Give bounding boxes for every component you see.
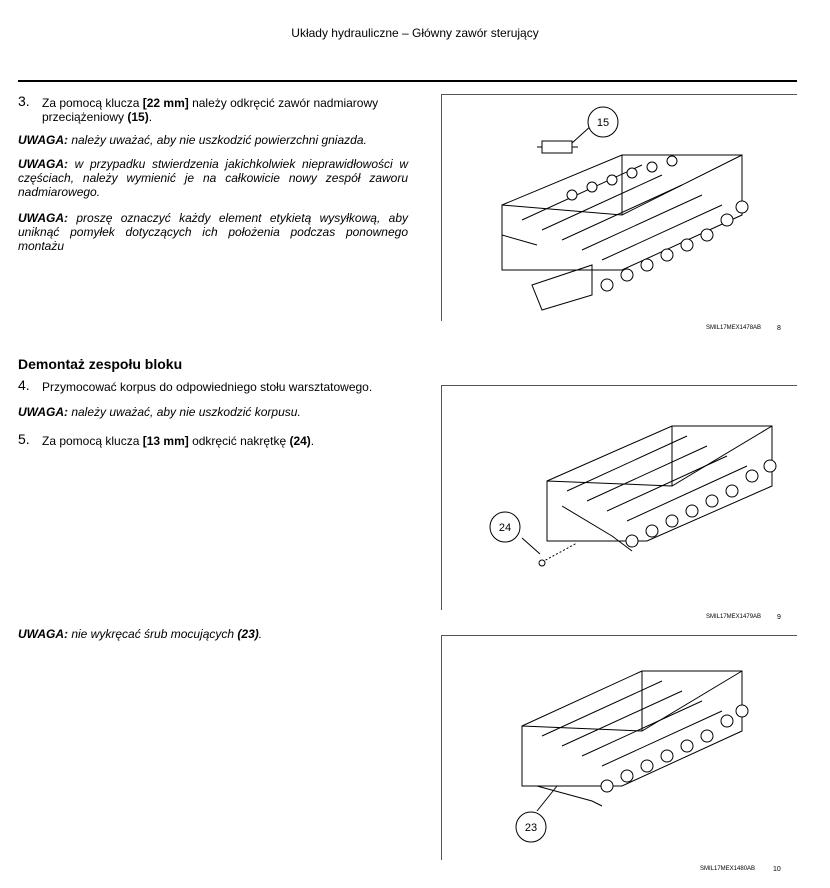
note: UWAGA: należy uważać, aby nie uszkodzić powierzchni gniazda. bbox=[18, 133, 367, 147]
figure-8 bbox=[441, 94, 797, 321]
note: UWAGA: należy uważać, aby nie uszkodzić korpusu. bbox=[18, 405, 301, 419]
figure-number: 9 bbox=[777, 614, 781, 621]
step-number: 3. bbox=[18, 93, 30, 109]
step-number: 4. bbox=[18, 377, 30, 393]
note: UWAGA: w przypadku stwierdzenia jakichkolwiek nieprawidłowości w częściach, należy wymienić je na całkowicie nowy zespół zaworu nadmiarowego. bbox=[18, 157, 408, 199]
step-number: 5. bbox=[18, 431, 30, 447]
step-text: Za pomocą klucza [22 mm] należy odkręcić zawór nadmiarowy przeciążeniowy (15). bbox=[42, 96, 379, 124]
callout-label: 24 bbox=[498, 522, 512, 534]
figure-code: SMIL17MEX1480AB bbox=[700, 866, 756, 872]
step-text: Za pomocą klucza [13 mm] odkręcić nakrętkę (24). bbox=[42, 434, 315, 448]
page-header: Układy hydrauliczne – Główny zawór sterujący bbox=[291, 26, 539, 40]
valve-illustration bbox=[442, 386, 797, 610]
valve-illustration bbox=[442, 95, 797, 321]
step-5 bbox=[18, 431, 418, 448]
callout-label: 15 bbox=[596, 117, 610, 129]
figure-number: 8 bbox=[777, 325, 781, 332]
figure-code: SMIL17MEX1478AB bbox=[706, 325, 762, 331]
figure-9 bbox=[441, 385, 797, 610]
note: UWAGA: nie wykręcać śrub mocujących (23). bbox=[18, 627, 263, 641]
figure-10 bbox=[441, 635, 797, 860]
figure-code: SMIL17MEX1479AB bbox=[706, 614, 762, 620]
step-4 bbox=[18, 377, 418, 394]
note: UWAGA: proszę oznaczyć każdy element etykietą wysyłkową, aby uniknąć pomyłek dotyczących ich położenia podczas ponownego montażu bbox=[18, 211, 408, 253]
step-text: Przymocować korpus do odpowiedniego stołu warsztatowego. bbox=[42, 380, 373, 394]
section-title: Demontaż zespołu bloku bbox=[18, 356, 183, 372]
header-rule bbox=[18, 80, 797, 82]
valve-illustration bbox=[442, 636, 797, 860]
callout-label: 23 bbox=[524, 822, 538, 834]
step-3 bbox=[18, 93, 408, 124]
figure-number: 10 bbox=[773, 866, 781, 873]
